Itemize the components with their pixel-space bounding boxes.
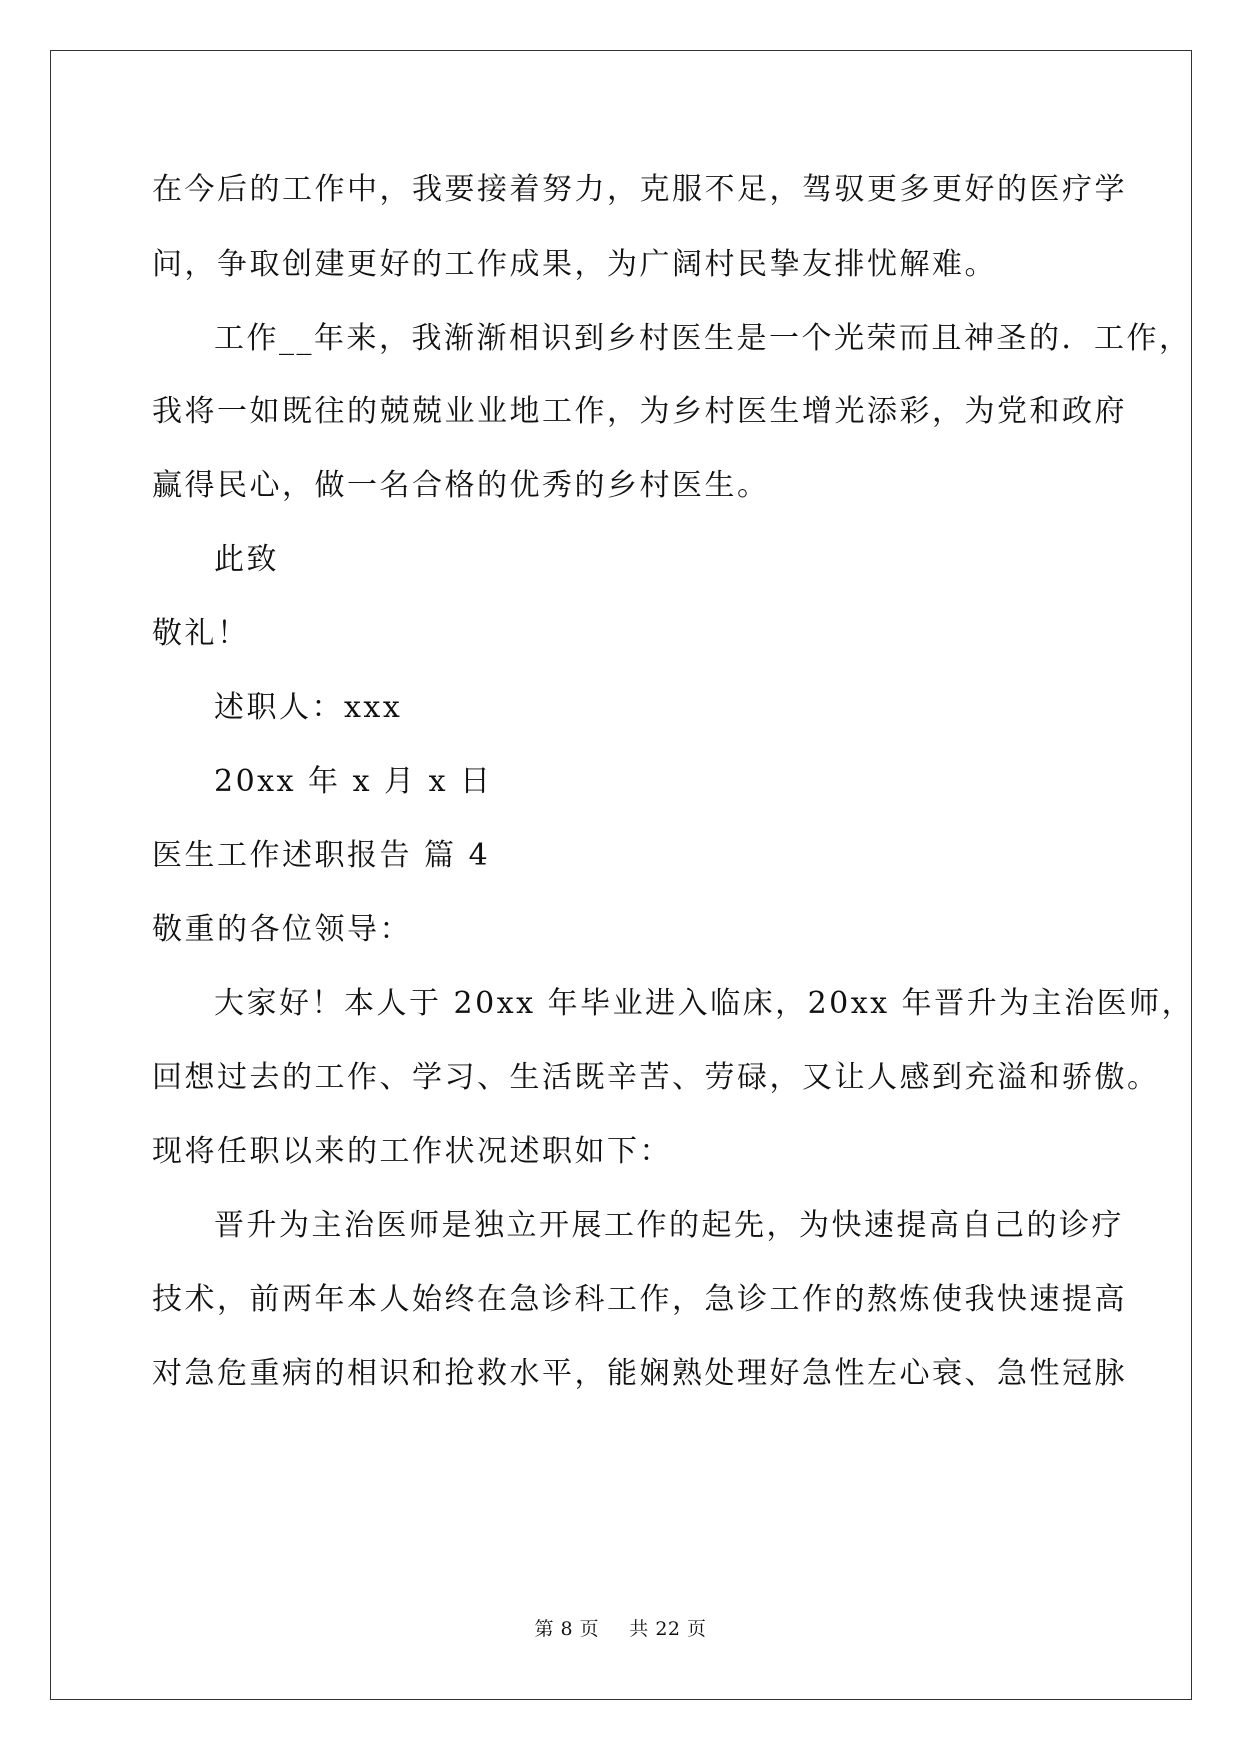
text-line: 对急危重病的相识和抢救水平，能娴熟处理好急性左心衰、急性冠脉: [152, 1356, 1127, 1391]
text-line: 现将任职以来的工作状况述职如下：: [152, 1134, 672, 1169]
text-line: 在今后的工作中，我要接着努力，克服不足，驾驭更多更好的医疗学: [152, 172, 1127, 207]
section-heading: 医生工作述职报告 篇 4: [152, 838, 491, 873]
signature-line: 述职人：xxx: [214, 690, 403, 725]
text-line: 技术，前两年本人始终在急诊科工作，急诊工作的熬炼使我快速提高: [152, 1282, 1127, 1317]
text-line: 工作__年来，我渐渐相识到乡村医生是一个光荣而且神圣的．工作，: [214, 321, 1192, 356]
text-line: 晋升为主治医师是独立开展工作的起先，为快速提高自己的诊疗: [214, 1208, 1124, 1243]
greeting-line: 敬重的各位领导：: [152, 912, 412, 947]
page-number: 第 8 页: [534, 1618, 600, 1640]
text-line: 问，争取创建更好的工作成果，为广阔村民挚友排忧解难。: [152, 247, 997, 282]
page-footer: [0, 1617, 1241, 1641]
salutation-line: 敬礼！: [152, 616, 250, 651]
text-line: 大家好！本人于 20xx 年毕业进入临床，20xx 年晋升为主治医师，: [214, 986, 1195, 1021]
page-total: 共 22 页: [629, 1618, 707, 1640]
date-line: 20xx 年 x 月 x 日: [214, 764, 493, 799]
text-line: 回想过去的工作、学习、生活既辛苦、劳碌，又让人感到充溢和骄傲。: [152, 1060, 1160, 1095]
text-line: 赢得民心，做一名合格的优秀的乡村医生。: [152, 468, 770, 503]
salutation-line: 此致: [214, 542, 279, 577]
text-line: 我将一如既往的兢兢业业地工作，为乡村医生增光添彩，为党和政府: [152, 394, 1127, 429]
